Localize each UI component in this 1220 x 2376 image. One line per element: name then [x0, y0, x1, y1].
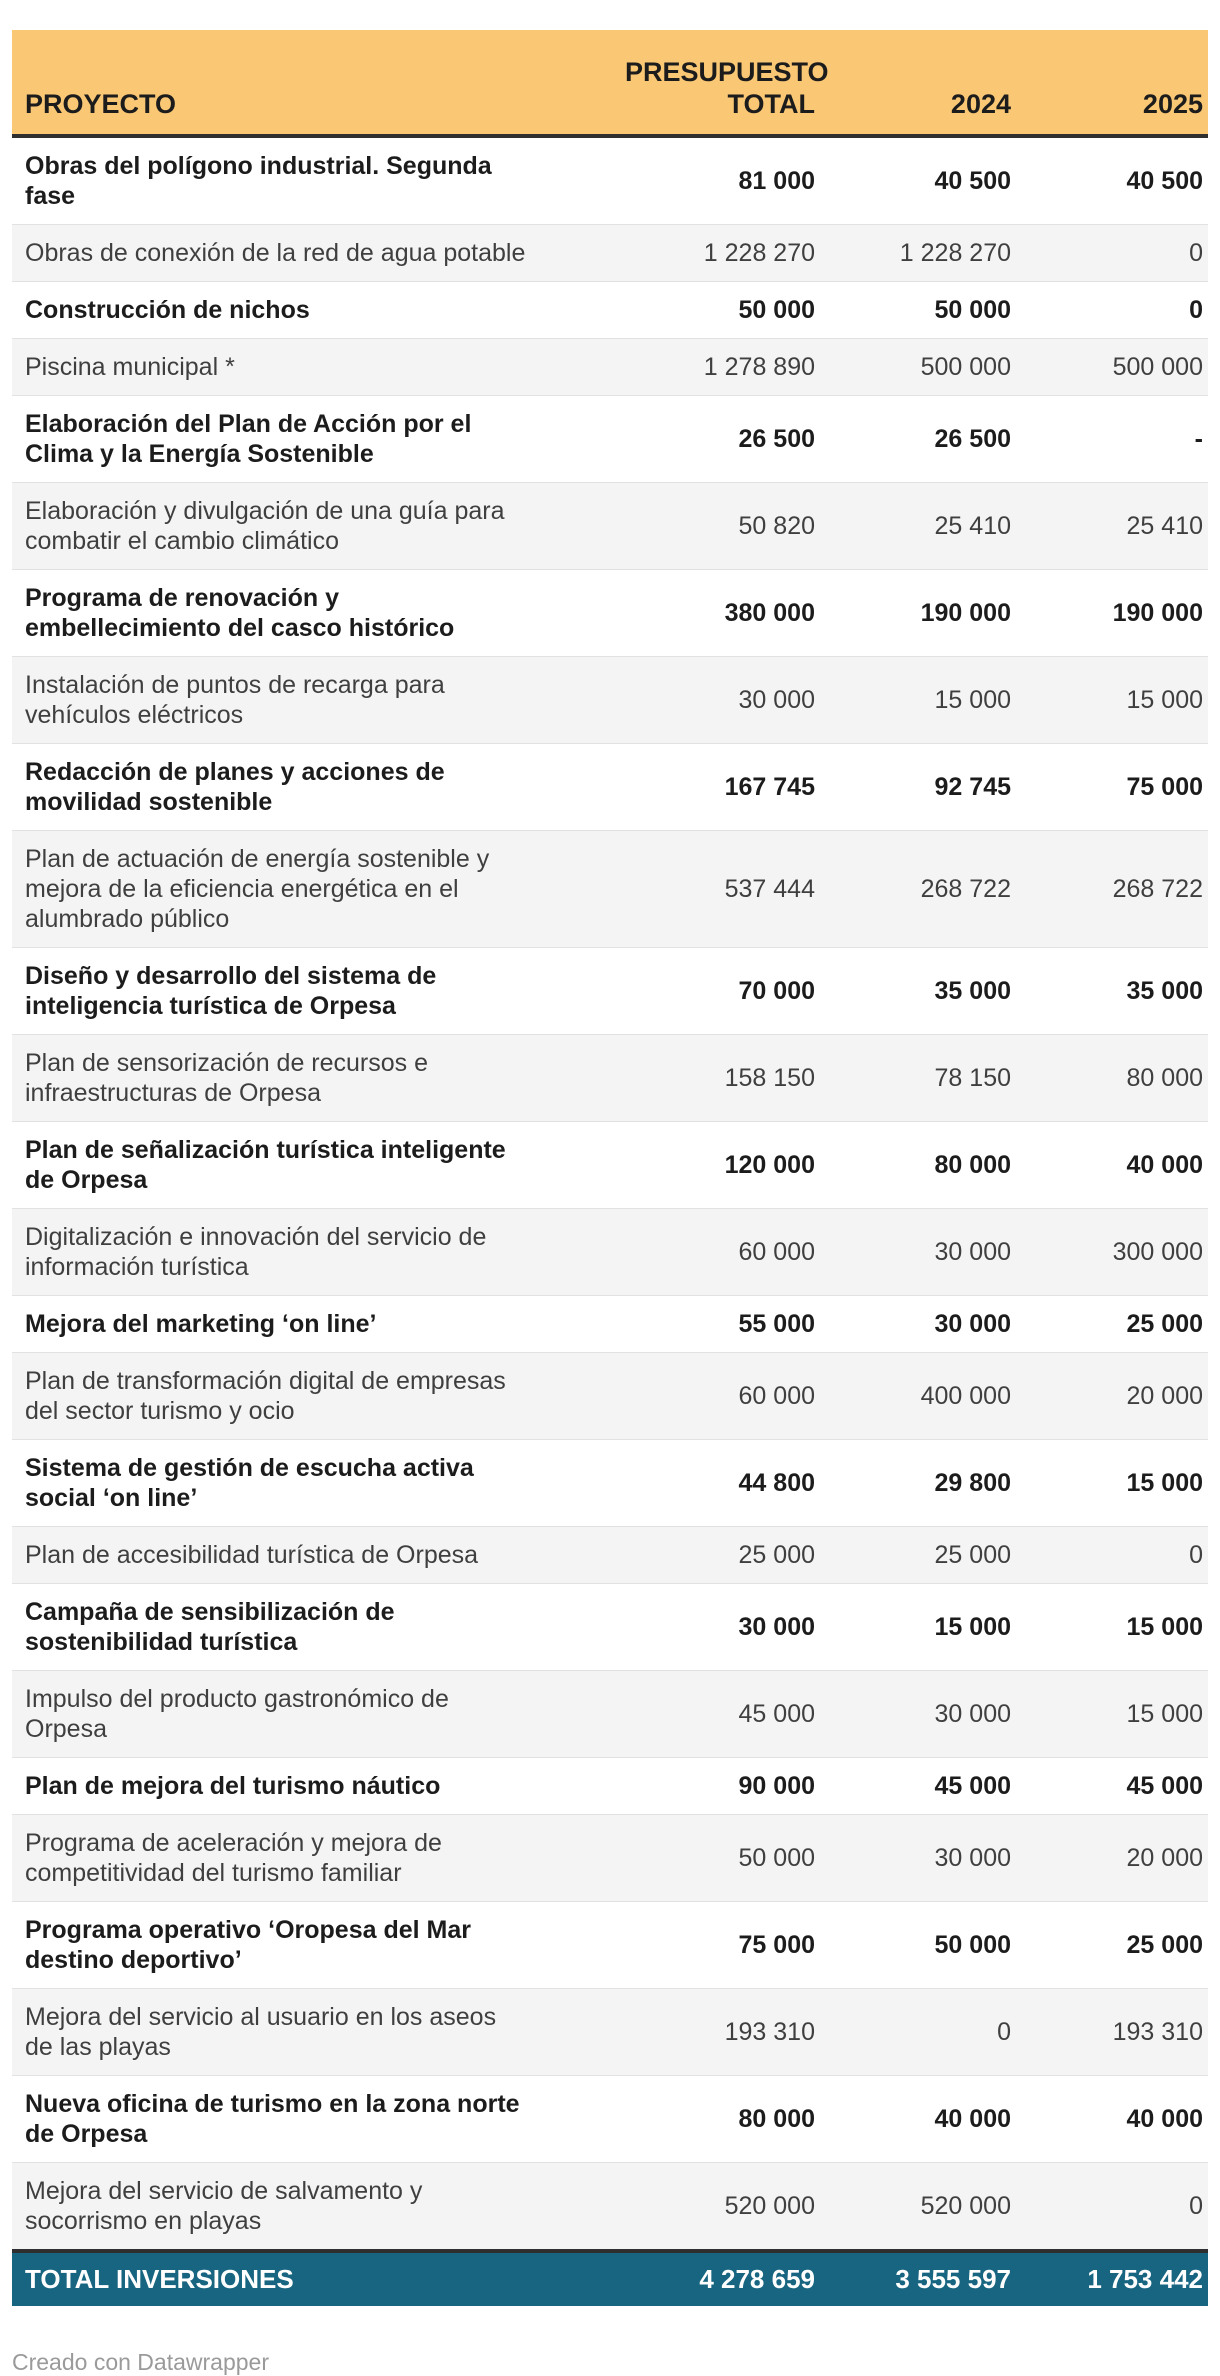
y2025-cell: -: [1016, 396, 1208, 483]
y2025-cell: 15 000: [1016, 1440, 1208, 1527]
y2024-cell: 50 000: [820, 282, 1016, 339]
y2025-cell: 40 500: [1016, 136, 1208, 225]
presupuesto-cell: 25 000: [620, 1527, 820, 1584]
y2024-cell: 29 800: [820, 1440, 1016, 1527]
table-row: [12, 1440, 1208, 1527]
table-header-row: [12, 30, 1208, 136]
y2024-cell: 26 500: [820, 396, 1016, 483]
table-row: [12, 483, 1208, 570]
y2024-cell: 15 000: [820, 1584, 1016, 1671]
table-row: [12, 225, 1208, 282]
project-cell: Programa de renovación y embellecimiento del casco histórico: [12, 570, 620, 657]
project-cell: Obras de conexión de la red de agua potable: [12, 225, 620, 282]
project-cell: Nueva oficina de turismo en la zona norte de Orpesa: [12, 2076, 620, 2163]
y2024-cell: 30 000: [820, 1209, 1016, 1296]
y2025-cell: 0: [1016, 1527, 1208, 1584]
y2025-cell: 268 722: [1016, 831, 1208, 948]
column-header-proyecto: PROYECTO: [12, 30, 620, 136]
presupuesto-cell: 520 000: [620, 2163, 820, 2252]
y2024-cell: 50 000: [820, 1902, 1016, 1989]
project-cell: Elaboración del Plan de Acción por el Clima y la Energía Sostenible: [12, 396, 620, 483]
table-row: [12, 948, 1208, 1035]
project-cell: Construcción de nichos: [12, 282, 620, 339]
y2025-cell: 0: [1016, 282, 1208, 339]
project-cell: Elaboración y divulgación de una guía para combatir el cambio climático: [12, 483, 620, 570]
table-row: [12, 1671, 1208, 1758]
project-cell: Diseño y desarrollo del sistema de inteligencia turística de Orpesa: [12, 948, 620, 1035]
total-2025-cell: 1 753 442: [1016, 2251, 1208, 2306]
presupuesto-cell: 158 150: [620, 1035, 820, 1122]
table-row: [12, 1353, 1208, 1440]
y2025-cell: 20 000: [1016, 1815, 1208, 1902]
presupuesto-cell: 44 800: [620, 1440, 820, 1527]
project-cell: Piscina municipal *: [12, 339, 620, 396]
project-cell: Obras del polígono industrial. Segunda fase: [12, 136, 620, 225]
column-header-2025: 2025: [1016, 30, 1208, 136]
presupuesto-cell: 120 000: [620, 1122, 820, 1209]
budget-table: [12, 30, 1208, 2306]
y2024-cell: 400 000: [820, 1353, 1016, 1440]
presupuesto-cell: 30 000: [620, 1584, 820, 1671]
y2025-cell: 25 410: [1016, 483, 1208, 570]
y2024-cell: 35 000: [820, 948, 1016, 1035]
y2024-cell: 40 500: [820, 136, 1016, 225]
y2025-cell: 0: [1016, 225, 1208, 282]
table-row: [12, 1902, 1208, 1989]
table-row: [12, 136, 1208, 225]
y2025-cell: 75 000: [1016, 744, 1208, 831]
presupuesto-cell: 81 000: [620, 136, 820, 225]
presupuesto-cell: 60 000: [620, 1353, 820, 1440]
y2024-cell: 520 000: [820, 2163, 1016, 2252]
project-cell: Plan de mejora del turismo náutico: [12, 1758, 620, 1815]
table-row: [12, 1584, 1208, 1671]
y2025-cell: 20 000: [1016, 1353, 1208, 1440]
y2025-cell: 300 000: [1016, 1209, 1208, 1296]
y2024-cell: 190 000: [820, 570, 1016, 657]
presupuesto-cell: 193 310: [620, 1989, 820, 2076]
table-row: [12, 1122, 1208, 1209]
total-presupuesto-cell: 4 278 659: [620, 2251, 820, 2306]
table-row: [12, 1209, 1208, 1296]
table-row: [12, 657, 1208, 744]
project-cell: Campaña de sensibilización de sostenibilidad turística: [12, 1584, 620, 1671]
project-cell: Mejora del marketing ‘on line’: [12, 1296, 620, 1353]
table-row: [12, 396, 1208, 483]
table-row: [12, 2163, 1208, 2252]
project-cell: Impulso del producto gastronómico de Orpesa: [12, 1671, 620, 1758]
y2024-cell: 30 000: [820, 1671, 1016, 1758]
project-cell: Plan de sensorización de recursos e infraestructuras de Orpesa: [12, 1035, 620, 1122]
y2025-cell: 25 000: [1016, 1296, 1208, 1353]
presupuesto-cell: 26 500: [620, 396, 820, 483]
presupuesto-cell: 30 000: [620, 657, 820, 744]
y2025-cell: 0: [1016, 2163, 1208, 2252]
project-cell: Programa operativo ‘Oropesa del Mar destino deportivo’: [12, 1902, 620, 1989]
y2024-cell: 500 000: [820, 339, 1016, 396]
y2024-cell: 30 000: [820, 1815, 1016, 1902]
total-row-label: TOTAL INVERSIONES: [12, 2251, 620, 2306]
column-header-presupuesto-total: PRESUPUESTO TOTAL: [620, 30, 820, 136]
presupuesto-cell: 537 444: [620, 831, 820, 948]
y2025-cell: 15 000: [1016, 1671, 1208, 1758]
presupuesto-cell: 50 820: [620, 483, 820, 570]
table-row: [12, 1035, 1208, 1122]
project-cell: Plan de transformación digital de empresas del sector turismo y ocio: [12, 1353, 620, 1440]
y2024-cell: 30 000: [820, 1296, 1016, 1353]
table-row: [12, 1758, 1208, 1815]
presupuesto-cell: 55 000: [620, 1296, 820, 1353]
presupuesto-cell: 167 745: [620, 744, 820, 831]
y2025-cell: 25 000: [1016, 1902, 1208, 1989]
y2024-cell: 78 150: [820, 1035, 1016, 1122]
presupuesto-cell: 90 000: [620, 1758, 820, 1815]
project-cell: Mejora del servicio al usuario en los aseos de las playas: [12, 1989, 620, 2076]
y2024-cell: 15 000: [820, 657, 1016, 744]
total-2024-cell: 3 555 597: [820, 2251, 1016, 2306]
table-row: [12, 744, 1208, 831]
y2024-cell: 0: [820, 1989, 1016, 2076]
y2025-cell: 40 000: [1016, 1122, 1208, 1209]
table-row: [12, 1296, 1208, 1353]
table-body: [12, 136, 1208, 2251]
project-cell: Sistema de gestión de escucha activa social ‘on line’: [12, 1440, 620, 1527]
project-cell: Digitalización e innovación del servicio de información turística: [12, 1209, 620, 1296]
y2025-cell: 500 000: [1016, 339, 1208, 396]
y2025-cell: 45 000: [1016, 1758, 1208, 1815]
y2024-cell: 25 410: [820, 483, 1016, 570]
y2024-cell: 92 745: [820, 744, 1016, 831]
y2025-cell: 190 000: [1016, 570, 1208, 657]
presupuesto-cell: 80 000: [620, 2076, 820, 2163]
datawrapper-attribution: Creado con Datawrapper: [12, 2349, 269, 2375]
budget-table-container: [12, 30, 1208, 2306]
presupuesto-cell: 50 000: [620, 1815, 820, 1902]
table-row: [12, 570, 1208, 657]
project-cell: Mejora del servicio de salvamento y socorrismo en playas: [12, 2163, 620, 2252]
table-row: [12, 1989, 1208, 2076]
table-row: [12, 2076, 1208, 2163]
presupuesto-cell: 1 278 890: [620, 339, 820, 396]
presupuesto-cell: 75 000: [620, 1902, 820, 1989]
presupuesto-cell: 70 000: [620, 948, 820, 1035]
y2024-cell: 40 000: [820, 2076, 1016, 2163]
table-row: [12, 1815, 1208, 1902]
table-row: [12, 282, 1208, 339]
y2025-cell: 15 000: [1016, 657, 1208, 744]
project-cell: Redacción de planes y acciones de movilidad sostenible: [12, 744, 620, 831]
y2025-cell: 35 000: [1016, 948, 1208, 1035]
presupuesto-cell: 50 000: [620, 282, 820, 339]
y2024-cell: 80 000: [820, 1122, 1016, 1209]
table-row: [12, 339, 1208, 396]
table-row: [12, 831, 1208, 948]
total-row: [12, 2251, 1208, 2306]
y2025-cell: 40 000: [1016, 2076, 1208, 2163]
project-cell: Programa de aceleración y mejora de competitividad del turismo familiar: [12, 1815, 620, 1902]
y2024-cell: 45 000: [820, 1758, 1016, 1815]
y2025-cell: 15 000: [1016, 1584, 1208, 1671]
column-header-2024: 2024: [820, 30, 1016, 136]
y2024-cell: 1 228 270: [820, 225, 1016, 282]
project-cell: Plan de señalización turística inteligente de Orpesa: [12, 1122, 620, 1209]
presupuesto-cell: 1 228 270: [620, 225, 820, 282]
y2025-cell: 193 310: [1016, 1989, 1208, 2076]
project-cell: Instalación de puntos de recarga para vehículos eléctricos: [12, 657, 620, 744]
y2025-cell: 80 000: [1016, 1035, 1208, 1122]
project-cell: Plan de actuación de energía sostenible y mejora de la eficiencia energética en el alumbrado público: [12, 831, 620, 948]
presupuesto-cell: 60 000: [620, 1209, 820, 1296]
presupuesto-cell: 45 000: [620, 1671, 820, 1758]
table-row: [12, 1527, 1208, 1584]
presupuesto-cell: 380 000: [620, 570, 820, 657]
y2024-cell: 25 000: [820, 1527, 1016, 1584]
project-cell: Plan de accesibilidad turística de Orpesa: [12, 1527, 620, 1584]
y2024-cell: 268 722: [820, 831, 1016, 948]
